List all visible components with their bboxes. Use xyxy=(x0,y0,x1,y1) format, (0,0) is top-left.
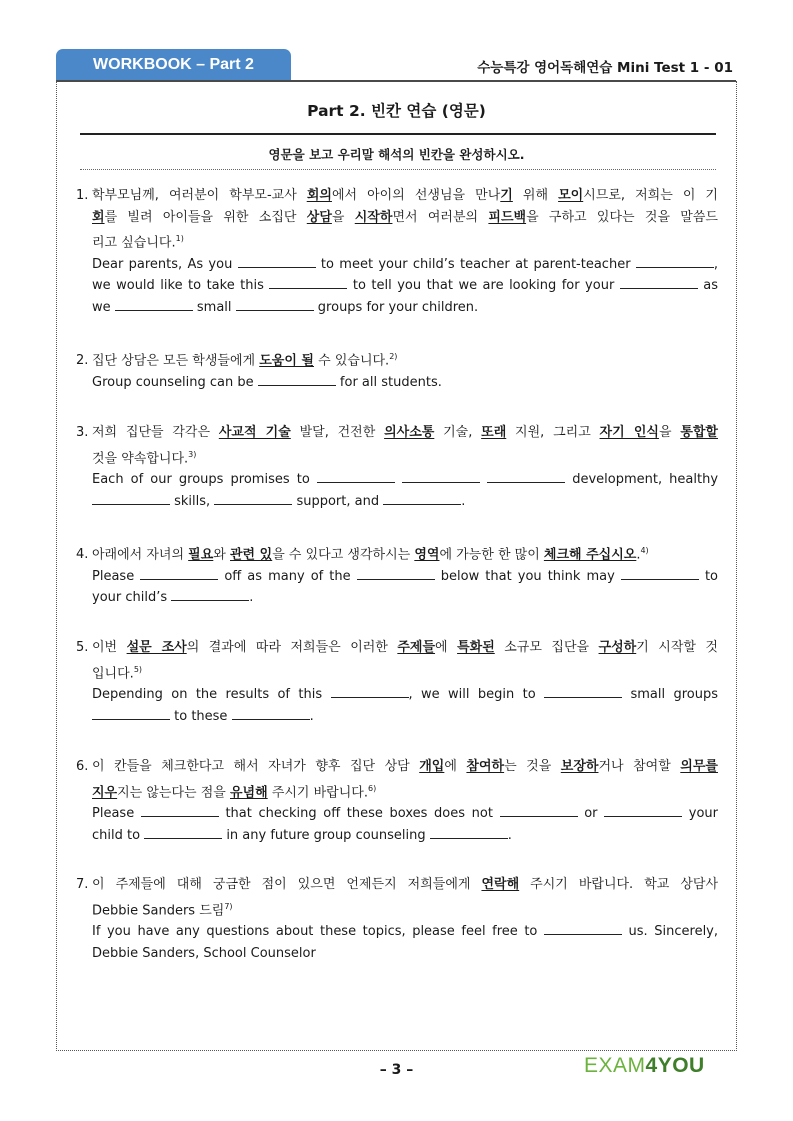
answer-blank[interactable] xyxy=(357,567,435,580)
footnote-marker: 6) xyxy=(368,783,377,793)
answer-blank[interactable] xyxy=(331,685,409,698)
answer-blank[interactable] xyxy=(430,826,508,839)
question-5 xyxy=(76,637,718,727)
footnote-marker: 5) xyxy=(133,664,143,674)
answer-blank[interactable] xyxy=(636,255,714,268)
answer-blank[interactable] xyxy=(544,922,622,935)
question-number: 5. xyxy=(76,640,89,655)
english-line: Dear parents, As you to meet your child’s teacher at parent-teacher , xyxy=(92,256,718,272)
question-number: 1. xyxy=(76,188,89,203)
page-number: – 3 – xyxy=(379,1062,414,1078)
english-line: Debbie Sanders, School Counselor xyxy=(92,945,316,961)
footnote-marker: 7) xyxy=(224,901,233,911)
answer-blank[interactable] xyxy=(92,707,170,720)
korean-line: 리고 싶습니다.$^{1)}$ xyxy=(92,234,184,251)
english-line: we would like to take this to tell you that we are looking for your as xyxy=(92,278,718,294)
footnote-marker: 4) xyxy=(640,546,649,555)
footnote-marker: 2) xyxy=(389,352,398,361)
korean-line: Debbie Sanders 드림$^{7)}$ xyxy=(92,901,233,918)
english-line: Group counseling can be for all students. xyxy=(92,374,442,390)
answer-blank[interactable] xyxy=(232,707,310,720)
answer-blank[interactable] xyxy=(258,373,336,386)
korean-line: 7. 이 주제들에 대해 궁금한 점이 있으면 언제든지 저희들에게 연락해 주시기 바랍니다. 학교 상담사 xyxy=(76,874,718,896)
answer-blank[interactable] xyxy=(544,685,622,698)
title-divider xyxy=(80,133,716,135)
english-line: child to in any future group counseling . xyxy=(92,827,512,843)
answer-blank[interactable] xyxy=(317,470,395,483)
korean-line: 지우지는 않는다는 점을 유념해 주시기 바랍니다.$^{6)}$ xyxy=(92,783,377,800)
korean-line: 4. 아래에서 자녀의 필요와 관련 있을 수 있다고 생각하시는 영역에 가능한 한 많이 체크해 주십시오.$^{4)}$ xyxy=(76,540,718,566)
instruction-text: 영문을 보고 우리말 해석의 빈칸을 완성하시오. xyxy=(268,147,525,162)
question-number: 2. xyxy=(76,353,89,369)
answer-blank[interactable] xyxy=(500,804,578,817)
english-line: Please that checking off these boxes does not or your xyxy=(92,806,718,822)
answer-blank[interactable] xyxy=(620,276,698,289)
question-1 xyxy=(76,185,718,318)
answer-blank[interactable] xyxy=(238,255,316,268)
answer-blank[interactable] xyxy=(214,492,292,505)
question-number: 3. xyxy=(76,425,89,440)
english-line: skills, support, and . xyxy=(76,491,718,513)
answer-blank[interactable] xyxy=(140,567,218,580)
question-number: 7. xyxy=(76,877,89,892)
question-6 xyxy=(76,756,718,846)
korean-line: 2. 집단 상담은 모든 학생들에게 도움이 될 수 있습니다.$^{2)}$ xyxy=(76,346,718,372)
answer-blank[interactable] xyxy=(115,298,193,311)
korean-line: 6. 이 칸들을 체크한다고 해서 자녀가 향후 집단 상담 개입에 참여하는 것을 보장하거나 참여할 의무를 xyxy=(76,756,718,778)
question-7 xyxy=(76,874,718,964)
question-2 xyxy=(76,346,718,393)
english-line: Please off as many of the below that you think may to xyxy=(92,568,718,584)
instruction-divider xyxy=(80,169,716,170)
answer-blank[interactable] xyxy=(236,298,314,311)
footnote-marker: 1) xyxy=(175,234,184,243)
logo-text-exam: EXAM xyxy=(584,1054,646,1077)
question-number: 4. xyxy=(76,547,89,563)
english-line: Depending on the results of this , we will begin to small groups xyxy=(92,687,719,703)
english-line: your child’s . xyxy=(92,590,254,606)
korean-line: 것을 약속합니다.$^{3)}$ xyxy=(92,449,197,466)
korean-line: 3. 저희 집단들 각각은 사교적 기술 발달, 건전한 의사소통 기술, 또래 지원, 그리고 자기 인식을 통합할 xyxy=(76,422,718,444)
korean-line: 5. 이번 설문 조사의 결과에 따라 저희들은 이러한 주제들에 특화된 소규모 집단을 구성하기 시작할 것 xyxy=(76,637,718,659)
answer-blank[interactable] xyxy=(144,826,222,839)
header-test-title: 수능특강 영어독해연습 Mini Test 1 - 01 xyxy=(477,60,733,76)
korean-line: 1. 학부모님께, 여러분이 학부모-교사 회의에서 아이의 선생님을 만나기 위해 모이시므로, 저희는 이 기 xyxy=(76,185,718,207)
answer-blank[interactable] xyxy=(383,492,461,505)
english-line: to these . xyxy=(76,706,718,728)
answer-blank[interactable] xyxy=(621,567,699,580)
answer-blank[interactable] xyxy=(604,804,682,817)
answer-blank[interactable] xyxy=(487,470,565,483)
answer-blank[interactable] xyxy=(402,470,480,483)
answer-blank[interactable] xyxy=(141,804,219,817)
korean-line: 회를 빌려 아이들을 위한 소집단 상담을 시작하면서 여러분의 피드백을 구하고 있다는 것을 말씀드 xyxy=(92,209,718,225)
english-line: Each of our groups promises to development, healthy xyxy=(92,472,719,488)
answer-blank[interactable] xyxy=(92,492,170,505)
footnote-marker: 3) xyxy=(188,449,197,459)
logo-text-4you: 4YOU xyxy=(645,1054,705,1077)
question-number: 6. xyxy=(76,759,89,774)
english-line: we small groups for your children. xyxy=(92,299,479,315)
english-line: If you have any questions about these topics, please feel free to us. Sincerely, xyxy=(92,924,719,940)
page-title: Part 2. 빈칸 연습 (영문) xyxy=(307,102,486,120)
answer-blank[interactable] xyxy=(269,276,347,289)
question-3 xyxy=(76,422,718,512)
answer-blank[interactable] xyxy=(171,588,249,601)
workbook-tab: WORKBOOK – Part 2 xyxy=(56,49,291,81)
exam4you-logo xyxy=(584,1054,705,1078)
korean-line: 입니다.$^{5)}$ xyxy=(92,664,143,681)
question-4 xyxy=(76,540,718,609)
